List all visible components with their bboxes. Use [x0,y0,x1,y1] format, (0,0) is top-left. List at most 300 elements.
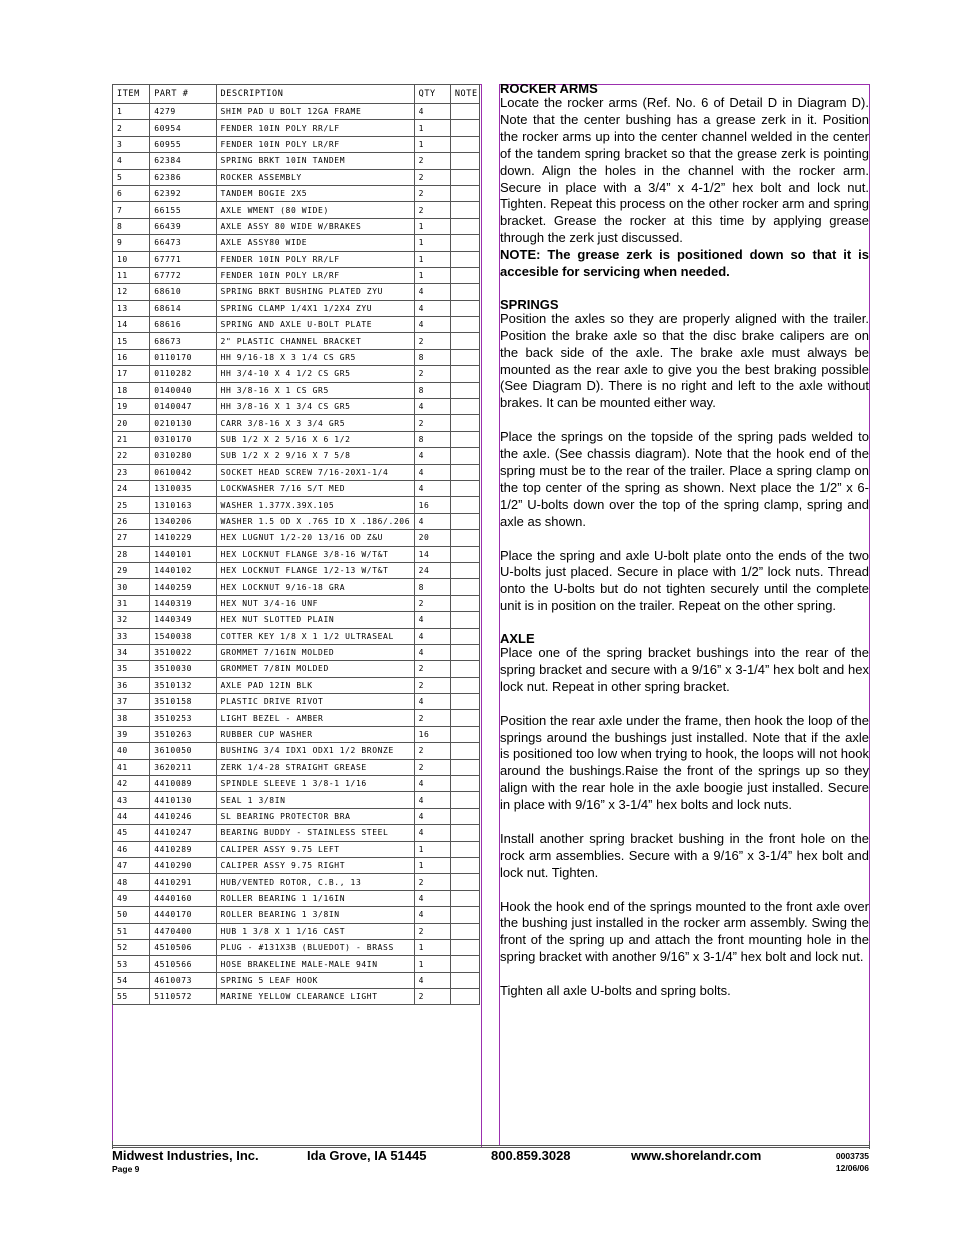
cell-qty: 1 [414,267,450,283]
table-row [113,628,480,644]
cell-qty: 8 [414,431,450,447]
cell-item: 3 [113,136,150,152]
cell-part: 4410089 [150,776,216,792]
cell-part: 67771 [150,251,216,267]
cell-note [450,251,479,267]
footer-date: 12/06/06 [835,1163,869,1173]
cell-description: HH 9/16-18 X 3 1/4 CS GR5 [216,349,414,365]
cell-note [450,448,479,464]
table-row [113,743,480,759]
cell-note [450,595,479,611]
table-row [113,890,480,906]
cell-note [450,743,479,759]
cell-item: 35 [113,661,150,677]
cell-note [450,612,479,628]
cell-item: 51 [113,923,150,939]
cell-description: CALIPER ASSY 9.75 RIGHT [216,857,414,873]
cell-part: 1310035 [150,480,216,496]
table-row [113,939,480,955]
cell-part: 5110572 [150,989,216,1005]
cell-description: HEX NUT SLOTTED PLAIN [216,612,414,628]
cell-note [450,480,479,496]
cell-note [450,120,479,136]
cell-part: 60954 [150,120,216,136]
cell-description: BEARING BUDDY - STAINLESS STEEL [216,825,414,841]
cell-description: WASHER 1.5 OD X .765 ID X .186/.206 [216,513,414,529]
table-row [113,399,480,415]
axle-paragraph-5: Tighten all axle U-bolts and spring bolts. [500,983,731,999]
cell-part: 4279 [150,104,216,120]
table-row [113,579,480,595]
springs-paragraph-2: Place the springs on the topside of the spring pads welded to the axle. (See chassis diagram). Note that the hook end of the spring must be to the rear of the trailer. Place a spring clamp on the top center of the spring as shown. Next place the 1/2” x 6-1/2” U-bolts down over the top of the spring clamp, spring and axle as shown. [500,429,869,529]
cell-qty: 8 [414,382,450,398]
cell-part: 1540038 [150,628,216,644]
table-row [113,972,480,988]
cell-qty: 2 [414,153,450,169]
cell-item: 55 [113,989,150,1005]
table-row [113,317,480,333]
table-row [113,759,480,775]
cell-item: 28 [113,546,150,562]
cell-item: 41 [113,759,150,775]
cell-part: 0610042 [150,464,216,480]
cell-description: PLASTIC DRIVE RIVOT [216,694,414,710]
cell-note [450,235,479,251]
cell-item: 22 [113,448,150,464]
cell-description: AXLE PAD 12IN BLK [216,677,414,693]
table-row [113,808,480,824]
cell-item: 30 [113,579,150,595]
cell-part: 4410289 [150,841,216,857]
table-row [113,136,480,152]
cell-note [450,153,479,169]
cell-part: 0140047 [150,399,216,415]
table-row [113,497,480,513]
rocker-arms-note: NOTE: The grease zerk is positioned down so that it is accesible for servicing when needed. [500,247,869,280]
cell-part: 66473 [150,235,216,251]
table-row [113,530,480,546]
cell-qty: 2 [414,202,450,218]
header-qty: QTY [414,85,450,104]
cell-note [450,415,479,431]
cell-note [450,267,479,283]
cell-note [450,284,479,300]
cell-note [450,382,479,398]
cell-description: BUSHING 3/4 IDX1 ODX1 1/2 BRONZE [216,743,414,759]
cell-description: ROCKER ASSEMBLY [216,169,414,185]
cell-description: SUB 1/2 X 2 9/16 X 7 5/8 [216,448,414,464]
cell-qty: 4 [414,628,450,644]
cell-qty: 2 [414,185,450,201]
table-row [113,169,480,185]
footer-website[interactable]: www.shorelandr.com [631,1148,762,1163]
cell-description: FENDER 10IN POLY LR/RF [216,136,414,152]
cell-item: 45 [113,825,150,841]
cell-item: 23 [113,464,150,480]
cell-qty: 14 [414,546,450,562]
cell-part: 3510030 [150,661,216,677]
cell-item: 31 [113,595,150,611]
cell-part: 66439 [150,218,216,234]
cell-qty: 8 [414,349,450,365]
cell-qty: 4 [414,480,450,496]
table-row [113,825,480,841]
cell-description: LIGHT BEZEL - AMBER [216,710,414,726]
table-row [113,284,480,300]
cell-part: 0110170 [150,349,216,365]
cell-item: 38 [113,710,150,726]
cell-description: HEX LUGNUT 1/2-20 13/16 OD Z&U [216,530,414,546]
cell-qty: 16 [414,726,450,742]
cell-item: 43 [113,792,150,808]
axle-paragraph-4: Hook the hook end of the springs mounted to the front axle over the bushing just installed in the rocker arm assembly. Swing the front of the spring up and attach the front mounting hole in the spring bracket with another 9/16” x 3-1/4” hex bolt and lock nut. [500,898,869,965]
cell-qty: 1 [414,939,450,955]
cell-note [450,104,479,120]
cell-note [450,808,479,824]
cell-description: ROLLER BEARING 1 1/16IN [216,890,414,906]
cell-note [450,939,479,955]
cell-part: 0110282 [150,366,216,382]
cell-qty: 2 [414,743,450,759]
cell-note [450,185,479,201]
cell-description: CARR 3/8-16 X 3 3/4 GR5 [216,415,414,431]
cell-item: 4 [113,153,150,169]
cell-description: SPRING 5 LEAF HOOK [216,972,414,988]
cell-note [450,530,479,546]
table-row [113,300,480,316]
cell-item: 25 [113,497,150,513]
cell-qty: 2 [414,661,450,677]
cell-description: HEX LOCKNUT 9/16-18 GRA [216,579,414,595]
cell-qty: 1 [414,218,450,234]
cell-item: 27 [113,530,150,546]
cell-description: HUB 1 3/8 X 1 1/16 CAST [216,923,414,939]
cell-item: 13 [113,300,150,316]
cell-note [450,546,479,562]
cell-item: 26 [113,513,150,529]
cell-qty: 4 [414,448,450,464]
cell-part: 3620211 [150,759,216,775]
cell-note [450,333,479,349]
cell-description: SUB 1/2 X 2 5/16 X 6 1/2 [216,431,414,447]
cell-note [450,218,479,234]
cell-item: 14 [113,317,150,333]
table-row [113,841,480,857]
cell-item: 37 [113,694,150,710]
table-row [113,464,480,480]
cell-item: 9 [113,235,150,251]
cell-note [450,890,479,906]
cell-part: 62386 [150,169,216,185]
cell-note [450,726,479,742]
cell-description: SPRING CLAMP 1/4X1 1/2X4 ZYU [216,300,414,316]
cell-item: 46 [113,841,150,857]
cell-description: HEX NUT 3/4-16 UNF [216,595,414,611]
cell-item: 10 [113,251,150,267]
cell-qty: 2 [414,923,450,939]
cell-item: 21 [113,431,150,447]
cell-qty: 4 [414,644,450,660]
cell-item: 47 [113,857,150,873]
cell-description: SPRING BRKT BUSHING PLATED ZYU [216,284,414,300]
table-row [113,185,480,201]
cell-description: LOCKWASHER 7/16 S/T MED [216,480,414,496]
cell-qty: 1 [414,251,450,267]
cell-part: 0310280 [150,448,216,464]
cell-description: SPRING AND AXLE U-BOLT PLATE [216,317,414,333]
cell-part: 0210130 [150,415,216,431]
table-row [113,120,480,136]
cell-part: 1340206 [150,513,216,529]
cell-note [450,628,479,644]
cell-qty: 2 [414,595,450,611]
cell-description: CALIPER ASSY 9.75 LEFT [216,841,414,857]
cell-item: 16 [113,349,150,365]
cell-qty: 4 [414,300,450,316]
table-row [113,366,480,382]
cell-part: 68614 [150,300,216,316]
cell-part: 62392 [150,185,216,201]
table-row [113,874,480,890]
cell-qty: 4 [414,694,450,710]
cell-note [450,677,479,693]
footer-company: Midwest Industries, Inc. [112,1148,259,1163]
parts-table-body [113,104,480,1005]
table-row [113,153,480,169]
cell-note [450,661,479,677]
table-row [113,907,480,923]
cell-part: 68673 [150,333,216,349]
table-row [113,333,480,349]
cell-item: 39 [113,726,150,742]
cell-note [450,710,479,726]
cell-part: 1410229 [150,530,216,546]
cell-part: 0140040 [150,382,216,398]
header-part: PART # [150,85,216,104]
table-row [113,989,480,1005]
cell-qty: 4 [414,513,450,529]
springs-paragraph-3: Place the spring and axle U-bolt plate onto the ends of the two U-bolts just placed. Secure in place with 1/2” lock nuts. Thread onto the U-bolts but do not tighten securely until the complete unit is in position on the trailer. Repeat on the other spring. [500,547,869,614]
axle-paragraph-3: Install another spring bracket bushing in the front hole on the rock arm assemblies. Secure with a 9/16” x 3-1/4” hex bolt and lock nut. Tighten. [500,830,869,880]
cell-description: HUB/VENTED ROTOR, C.B., 13 [216,874,414,890]
cell-note [450,136,479,152]
rocker-arms-body: Locate the rocker arms (Ref. No. 6 of Detail D in Diagram D). Note that the center bushing has a grease zerk in it. Position the rocker arms up into the center channel welded in the center of the tandem spring bracket so that the grease zerk is pointing down. Align the holes in the channel with the rocker arm. Secure in place with a 3/4” x 4-1/2” hex bolt and lock nut. Tighten. Repeat this process on the other rocker arm and spring bracket. Grease the rocker at this time by applying grease through the zerk just discussed. [500,95,869,246]
cell-description: HEX LOCKNUT FLANGE 1/2-13 W/T&T [216,562,414,578]
cell-note [450,513,479,529]
cell-part: 66155 [150,202,216,218]
cell-description: WASHER 1.377X.39X.105 [216,497,414,513]
cell-note [450,579,479,595]
cell-item: 54 [113,972,150,988]
cell-note [450,694,479,710]
cell-part: 60955 [150,136,216,152]
cell-note [450,776,479,792]
cell-note [450,349,479,365]
cell-description: GROMMET 7/16IN MOLDED [216,644,414,660]
cell-item: 20 [113,415,150,431]
axle-paragraph-2: Position the rear axle under the frame, then hook the loop of the springs around the bushings just installed. Note that if the axle is positioned too low when trying to hook, the loops will not hook around the bushings.Raise the front of the springs up so they align with the rear hole in the axle boogie just installed. Secure in place with 9/16” x 3-1/4” hex bolts and lock nuts. [500,712,869,813]
cell-qty: 1 [414,857,450,873]
footer-page-number: Page 9 [112,1164,140,1174]
cell-item: 33 [113,628,150,644]
cell-description: HH 3/4-10 X 4 1/2 CS GR5 [216,366,414,382]
cell-qty: 4 [414,104,450,120]
table-row [113,349,480,365]
cell-qty: 1 [414,956,450,972]
table-row [113,644,480,660]
cell-qty: 4 [414,612,450,628]
table-row [113,776,480,792]
cell-part: 4610073 [150,972,216,988]
cell-note [450,792,479,808]
cell-item: 29 [113,562,150,578]
cell-item: 49 [113,890,150,906]
cell-qty: 2 [414,366,450,382]
cell-item: 19 [113,399,150,415]
cell-part: 1440259 [150,579,216,595]
cell-part: 1440319 [150,595,216,611]
header-item: ITEM [113,85,150,104]
cell-part: 4410130 [150,792,216,808]
cell-qty: 1 [414,120,450,136]
cell-description: FENDER 10IN POLY LR/RF [216,267,414,283]
cell-part: 1440349 [150,612,216,628]
cell-part: 4410247 [150,825,216,841]
cell-description: 2" PLASTIC CHANNEL BRACKET [216,333,414,349]
cell-description: HOSE BRAKELINE MALE-MALE 94IN [216,956,414,972]
cell-note [450,825,479,841]
table-row [113,415,480,431]
table-row [113,612,480,628]
cell-description: ZERK 1/4-28 STRAIGHT GREASE [216,759,414,775]
table-row [113,218,480,234]
cell-part: 1310163 [150,497,216,513]
cell-qty: 2 [414,677,450,693]
table-row [113,546,480,562]
parts-table [112,84,480,1005]
cell-item: 11 [113,267,150,283]
cell-qty: 4 [414,907,450,923]
table-row [113,235,480,251]
table-row [113,595,480,611]
cell-qty: 2 [414,759,450,775]
table-row [113,677,480,693]
cell-part: 4510566 [150,956,216,972]
table-row [113,857,480,873]
cell-description: RUBBER CUP WASHER [216,726,414,742]
cell-qty: 2 [414,333,450,349]
cell-note [450,956,479,972]
cell-note [450,759,479,775]
cell-item: 24 [113,480,150,496]
cell-item: 52 [113,939,150,955]
cell-description: HH 3/8-16 X 1 CS GR5 [216,382,414,398]
cell-qty: 4 [414,317,450,333]
cell-part: 1440102 [150,562,216,578]
cell-qty: 4 [414,808,450,824]
cell-qty: 2 [414,415,450,431]
cell-note [450,923,479,939]
table-row [113,710,480,726]
cell-item: 32 [113,612,150,628]
cell-description: ROLLER BEARING 1 3/8IN [216,907,414,923]
cell-item: 40 [113,743,150,759]
cell-description: HH 3/8-16 X 1 3/4 CS GR5 [216,399,414,415]
cell-part: 3510263 [150,726,216,742]
cell-description: SL BEARING PROTECTOR BRA [216,808,414,824]
cell-description: GROMMET 7/8IN MOLDED [216,661,414,677]
cell-description: MARINE YELLOW CLEARANCE LIGHT [216,989,414,1005]
cell-note [450,366,479,382]
springs-heading: SPRINGS [500,296,559,312]
cell-item: 7 [113,202,150,218]
header-description: DESCRIPTION [216,85,414,104]
table-row [113,661,480,677]
cell-description: TANDEM BOGIE 2X5 [216,185,414,201]
cell-qty: 8 [414,579,450,595]
table-row [113,251,480,267]
cell-part: 4410291 [150,874,216,890]
cell-description: SPINDLE SLEEVE 1 3/8-1 1/16 [216,776,414,792]
cell-note [450,399,479,415]
cell-part: 4470400 [150,923,216,939]
table-row [113,480,480,496]
cell-qty: 24 [414,562,450,578]
cell-part: 68616 [150,317,216,333]
cell-qty: 4 [414,776,450,792]
cell-part: 3610050 [150,743,216,759]
cell-description: AXLE ASSY80 WIDE [216,235,414,251]
cell-qty: 1 [414,841,450,857]
cell-note [450,497,479,513]
cell-part: 4440170 [150,907,216,923]
cell-qty: 4 [414,792,450,808]
cell-description: FENDER 10IN POLY RR/LF [216,251,414,267]
cell-item: 44 [113,808,150,824]
parts-table-header [113,85,480,104]
cell-item: 18 [113,382,150,398]
column-divider [481,84,482,1148]
cell-qty: 2 [414,169,450,185]
cell-item: 5 [113,169,150,185]
cell-part: 3510158 [150,694,216,710]
cell-part: 4410290 [150,857,216,873]
table-row [113,562,480,578]
cell-part: 68610 [150,284,216,300]
cell-part: 0310170 [150,431,216,447]
cell-part: 67772 [150,267,216,283]
cell-item: 34 [113,644,150,660]
cell-part: 3510132 [150,677,216,693]
cell-note [450,841,479,857]
cell-part: 4510506 [150,939,216,955]
cell-qty: 4 [414,825,450,841]
cell-qty: 2 [414,710,450,726]
springs-paragraph-1: Position the axles so they are properly aligned with the trailer. Position the brake axle so that the disc brake calipers are on the back side of the axle. The brake axle must always be mounted as the rear axle to give you the best braking possible (See Diagram D). There is no right and left to the axle without brakes. It can be mounted either way. [500,310,869,411]
cell-item: 17 [113,366,150,382]
cell-part: 4440160 [150,890,216,906]
cell-item: 36 [113,677,150,693]
table-row [113,513,480,529]
cell-qty: 20 [414,530,450,546]
cell-qty: 4 [414,972,450,988]
cell-qty: 4 [414,464,450,480]
cell-part: 1440101 [150,546,216,562]
table-row [113,431,480,447]
cell-note [450,562,479,578]
cell-qty: 2 [414,874,450,890]
cell-qty: 1 [414,235,450,251]
